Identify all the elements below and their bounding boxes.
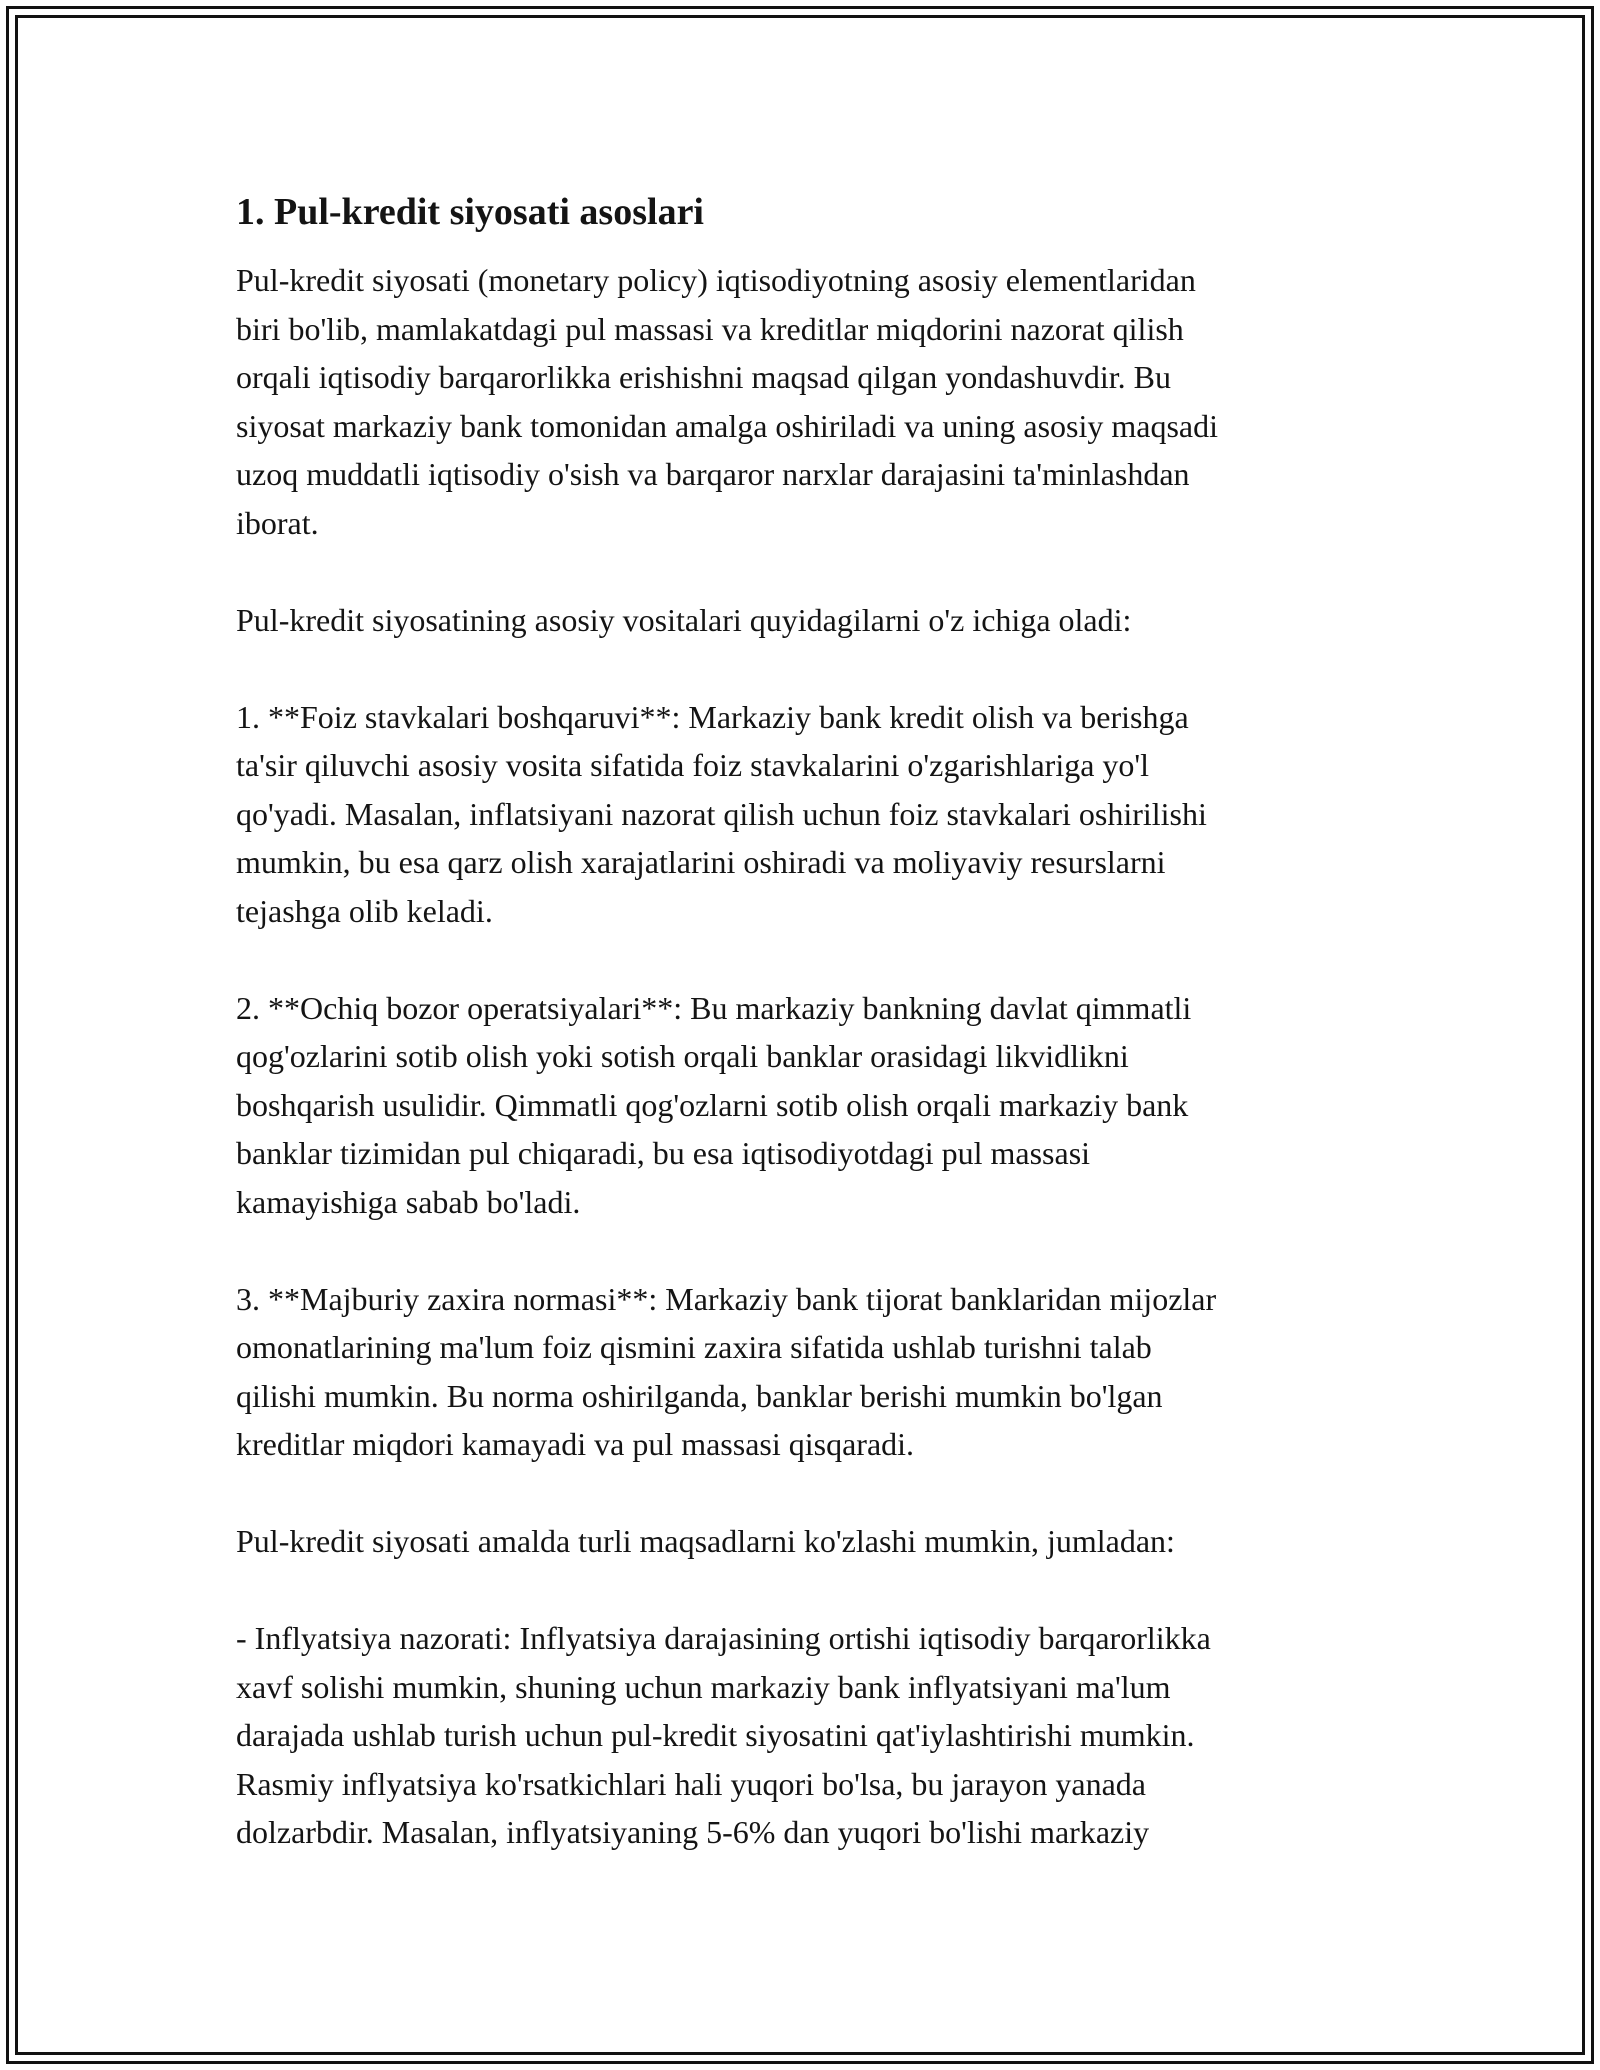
list-item-reserve-requirement: 3. **Majburiy zaxira normasi**: Markaziy bank tijorat banklaridan mijozlar omonatlarining ma'lum foiz qismini zaxira sifatida ushlab turishni talab qilishi mumkin. Bu norma oshirilganda, banklar berishi mumkin bo'lgan kreditlar miqdori kamayadi va pul massasi qisqaradi. [236, 1280, 1217, 1462]
list-item-open-market-operations: 2. **Ochiq bozor operatsiyalari**: Bu markaziy bankning davlat qimmatli qog'ozlarini sotib olish yoki sotish orqali banklar orasidagi likvidlikni boshqarish usulidir. Qimmatli qog'ozlarni sotib olish orqali markaziy bank banklar tizimidan pul chiqaradi, bu esa iqtisodiyotdagi pul massasi kamayishiga sabab bo'ladi. [236, 989, 1192, 1220]
section-heading: 1. Pul-kredit siyosati asoslari [236, 191, 704, 233]
paragraph-spacer [236, 1226, 1376, 1275]
document-body [236, 188, 1376, 1857]
paragraph-spacer [236, 935, 1376, 984]
bullet-inflation-control: - Inflyatsiya nazorati: Inflyatsiya darajasining ortishi iqtisodiy barqarorlikka xavf solishi mumkin, shuning uchun markaziy bank inflyatsiyani ma'lum darajada ushlab turish uchun pul-kredit siyosatini qat'iylashtirishi mumkin. Rasmiy inflyatsiya ko'rsatkichlari hali yuqori bo'lsa, bu jarayon yanada dolzarbdir. Masalan, inflyatsiyaning 5-6% dan yuqori bo'lishi markaziy [236, 1620, 1211, 1850]
paragraph-spacer [236, 547, 1376, 596]
goals-intro-paragraph: Pul-kredit siyosati amalda turli maqsadlarni ko'zlashi mumkin, jumladan: [236, 1523, 1175, 1559]
paragraph-spacer [236, 644, 1376, 693]
paragraph-spacer [236, 1469, 1376, 1518]
tools-intro-paragraph: Pul-kredit siyosatining asosiy vositalari quyidagilarni o'z ichiga oladi: [236, 601, 1132, 638]
paragraph-spacer [236, 1566, 1376, 1615]
list-item-interest-rates: 1. **Foiz stavkalari boshqaruvi**: Markaziy bank kredit olish va berishga ta'sir qiluvchi asosiy vosita sifatida foiz stavkalarini o'zgarishlariga yo'l qo'yadi. Masalan, inflatsiyani nazorat qilish uchun foiz stavkalari oshirilishi mumkin, bu esa qarz olish xarajatlarini oshiradi va moliyaviy resurslarni tejashga olib keladi. [236, 698, 1207, 929]
intro-paragraph: Pul-kredit siyosati (monetary policy) iqtisodiyotning asosiy elementlaridan biri bo'lib, mamlakatdagi pul massasi va kreditlar miqdorini nazorat qilish orqali iqtisodiy barqarorlikka erishishni maqsad qilgan yondashuvdir. Bu siyosat markaziy bank tomonidan amalga oshiriladi va uning asosiy maqsadi uzoq muddatli iqtisodiy o'sish va barqaror narxlar darajasini ta'minlashdan iborat. [236, 262, 1219, 541]
